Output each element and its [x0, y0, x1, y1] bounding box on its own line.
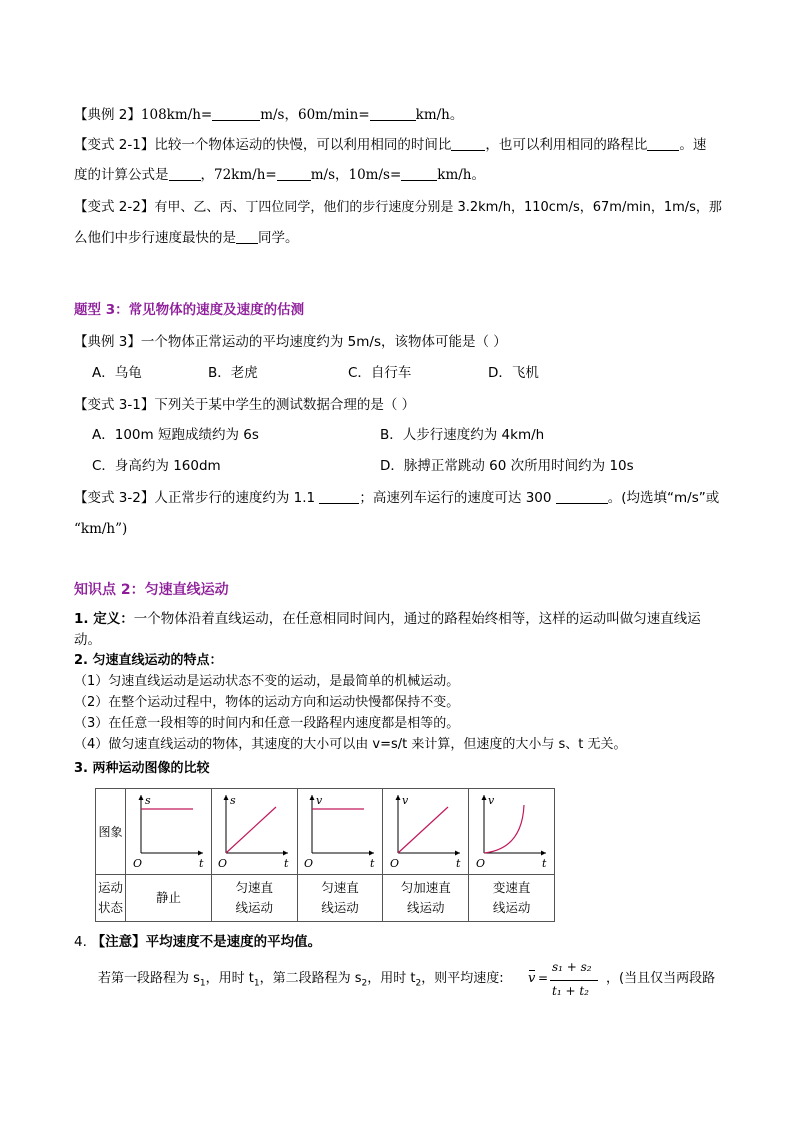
- label-uniform-1: 匀速直 线运动: [211, 875, 297, 922]
- answer-blank[interactable]: [451, 136, 485, 151]
- formula-numerator: s₁ + s₂: [552, 960, 592, 974]
- variant-3-2-line-2: “km/h”): [74, 521, 128, 537]
- y-axis-arrow: [395, 795, 400, 800]
- example-3-tag: 【典例 3】: [74, 334, 141, 350]
- definition-line-2: 动。: [74, 632, 101, 648]
- formula-v-bar: [529, 970, 535, 971]
- origin-label: O: [218, 857, 228, 870]
- label-variable: 变速直 线运动: [469, 875, 555, 922]
- graph-line: [398, 807, 448, 853]
- answer-blank[interactable]: [212, 106, 260, 121]
- answer-blank[interactable]: [401, 166, 437, 181]
- feature-1: （1）匀速直线运动是运动状态不变的运动，是最简单的机械运动。: [74, 674, 460, 689]
- variant-3-2-line-1: 【变式 3-2】人正常步行的速度约为 1.1 ；高速列车运行的速度可达 300 。(均选填“m/s”或: [74, 490, 720, 506]
- graph-line: [226, 807, 276, 853]
- feature-2: （2）在整个运动过程中，物体的运动方向和运动快慢都保持不变。: [74, 695, 460, 710]
- variant-2-1-tag: 【变式 2-1】: [74, 137, 155, 153]
- graph-uniform-s-t: [212, 789, 296, 871]
- answer-blank[interactable]: [319, 489, 359, 504]
- variant-3-1-option-d[interactable]: D．脉搏正常跳动 60 次所用时间约为 10s: [380, 458, 634, 474]
- feature-3: （3）在任意一段相等的时间内和任意一段路程内速度都是相等的。: [74, 716, 460, 731]
- variant-3-1-stem: 【变式 3-1】下列关于某中学生的测试数据合理的是（ ）: [74, 397, 416, 413]
- variant-2-2-line-1: 【变式 2-2】有甲、乙、丙、丁四位同学，他们的步行速度分别是 3.2km/h，110cm/s，67m/min，1m/s，那: [74, 199, 722, 215]
- variant-3-2-tag: 【变式 3-2】: [74, 490, 155, 506]
- x-axis-arrow: [541, 851, 546, 856]
- example-3-option-a[interactable]: A．乌龟: [92, 365, 142, 381]
- x-axis-label: t: [541, 857, 547, 870]
- formula-v: v: [528, 971, 536, 986]
- formula-fraction-bar: [550, 980, 598, 981]
- x-axis-arrow: [455, 851, 460, 856]
- answer-blank[interactable]: [647, 136, 679, 151]
- x-axis-label: t: [370, 857, 375, 870]
- definition-line-1: 1. 定义：一个物体沿着直线运动，在任意相同时间内，通过的路程始终相等，这样的运动叫做匀速直线运: [74, 611, 701, 627]
- label-accel: 匀加速直 线运动: [383, 875, 469, 922]
- y-axis-label: v: [487, 794, 494, 807]
- feature-4: （4）做匀速直线运动的物体，其速度的大小可以由 v=s/t 来计算，但速度的大小与 s、t 无关。: [74, 737, 627, 752]
- x-axis-label: t: [198, 857, 203, 870]
- origin-label: O: [389, 857, 399, 870]
- variant-2-2-tag: 【变式 2-2】: [74, 199, 155, 215]
- example-3-stem: 【典例 3】一个物体正常运动的平均速度约为 5m/s，该物体可能是（ ）: [74, 334, 507, 350]
- y-axis-arrow: [138, 795, 143, 800]
- label-static: 静止: [126, 875, 212, 922]
- answer-blank[interactable]: [169, 166, 201, 181]
- answer-blank[interactable]: [556, 489, 608, 504]
- definition-label: 1. 定义：: [74, 611, 134, 627]
- origin-label: O: [304, 857, 314, 870]
- graph-uniform-v-t: [298, 789, 382, 871]
- variant-3-1-option-b[interactable]: B．人步行速度约为 4km/h: [380, 427, 545, 443]
- graph-cell-1: [126, 789, 212, 875]
- y-axis-arrow: [481, 795, 486, 800]
- graph-cell-2: [211, 789, 297, 875]
- note-4: 4. 【注意】平均速度不是速度的平均值。: [74, 934, 322, 950]
- knowledge-2-title: 知识点 2：匀速直线运动: [74, 582, 229, 598]
- variant-2-2-line-2: 么他们中步行速度最快的是 同学。: [74, 230, 299, 246]
- features-title: 2. 匀速直线运动的特点：: [74, 653, 223, 668]
- graph-variable-v-t: [470, 789, 554, 871]
- example-3-option-c[interactable]: C．自行车: [348, 365, 412, 381]
- x-axis-label: t: [455, 857, 461, 870]
- average-speed-line: 若第一段路程为 $s_1$，用时 $t_1$，第二段路程为 $s_2$，用时 $t_2$，则平均速度:: [98, 971, 504, 989]
- graph-accel-v-t: [384, 789, 468, 871]
- origin-label: O: [132, 857, 142, 870]
- y-axis-label: v: [401, 794, 409, 807]
- example-3-option-b[interactable]: B．老虎: [208, 365, 258, 381]
- graph-cell-3: [297, 789, 383, 875]
- compare-title: 3. 两种运动图像的比较: [74, 761, 210, 776]
- graph-cell-4: [383, 789, 469, 875]
- variant-3-1-option-c[interactable]: C．身高约为 160dm: [92, 458, 221, 474]
- x-axis-arrow: [369, 851, 374, 856]
- topic-3-title: 题型 3：常见物体的速度及速度的估测: [74, 302, 305, 318]
- label-uniform-2: 匀速直 线运动: [297, 875, 383, 922]
- y-axis-label: s: [230, 794, 236, 807]
- x-axis-label: t: [284, 857, 289, 870]
- variant-3-1-option-a[interactable]: A．100m 短跑成绩约为 6s: [92, 427, 259, 443]
- average-speed-formula: [528, 958, 600, 1004]
- origin-label: O: [475, 857, 485, 870]
- y-axis-label: s: [144, 794, 151, 807]
- note-tag: 【注意】: [91, 934, 146, 950]
- variant-2-1-line-1: 【变式 2-1】比较一个物体运动的快慢，可以利用相同的时间比 ，也可以利用相同的路程比 。速: [74, 137, 707, 153]
- x-axis-arrow: [283, 851, 288, 856]
- answer-blank[interactable]: [236, 229, 258, 244]
- formula-eq: =: [538, 971, 549, 985]
- formula-denominator: t₁ + t₂: [552, 984, 589, 998]
- variant-2-1-line-2: 度的计算公式是 ，72km/h= m/s，10m/s= km/h。: [74, 167, 485, 183]
- row-head-state: 运动 状态: [96, 875, 126, 922]
- y-axis-arrow: [310, 795, 315, 800]
- motion-graph-table: [95, 788, 555, 922]
- average-speed-tail: ，(当且仅当两段路: [606, 971, 716, 986]
- example-2-tag: 【典例 2】: [74, 107, 141, 123]
- example-3-option-d[interactable]: D．飞机: [488, 365, 539, 381]
- row-head-graph: 图象: [96, 789, 126, 875]
- graph-static-s-t: [127, 789, 211, 871]
- y-axis-arrow: [224, 795, 229, 800]
- variant-3-1-tag: 【变式 3-1】: [74, 397, 155, 413]
- answer-blank[interactable]: [277, 166, 311, 181]
- graph-cell-5: [469, 789, 555, 875]
- example-2: 【典例 2】108km/h= m/s，60m/min= km/h。: [74, 107, 464, 123]
- answer-blank[interactable]: [370, 106, 416, 121]
- graph-curve: [484, 805, 524, 853]
- y-axis-label: v: [316, 794, 323, 807]
- x-axis-arrow: [198, 851, 203, 856]
